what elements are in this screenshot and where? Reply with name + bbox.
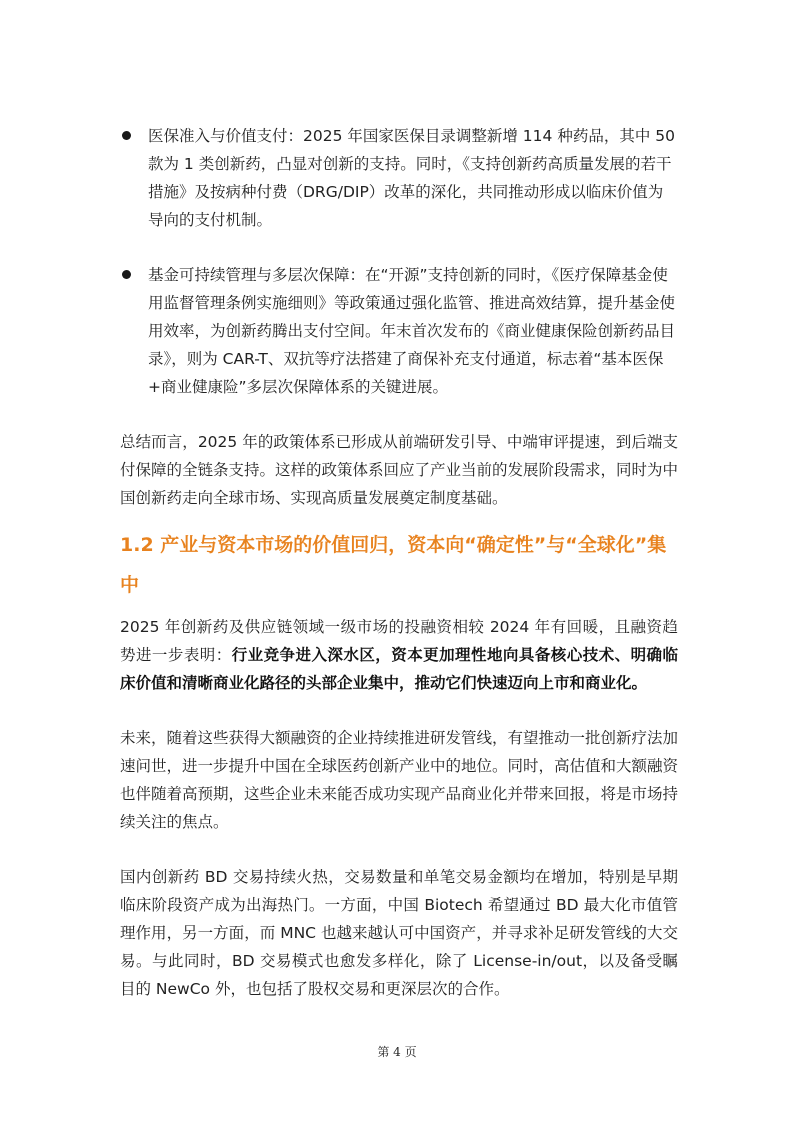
bullet-item-fund-management xyxy=(120,261,678,401)
summary-paragraph: 总结而言，2025 年的政策体系已形成从前端研发引导、中端审评提速，到后端支付保障的全链条支持。这样的政策体系回应了产业当前的发展阶段需求，同时为中国创新药走向全球市场、实现高质量发展奠定制度基础。 xyxy=(120,433,679,507)
bullet-text: 医保准入与价值支付：2025 年国家医保目录调整新增 114 种药品，其中 50 款为 1 类创新药，凸显对创新的支持。同时，《支持创新药高质量发展的若干措施》及按病种付费（DRG/DIP）改革的深化，共同推动形成以临床价值为导向的支付机制。 xyxy=(148,127,675,229)
financing-lead-text: 2025 年创新药及供应链领域一级市场的投融资相较 2024 年有回暖，且融资趋势进一步表明： xyxy=(120,618,678,664)
financing-bold-text: 行业竞争进入深水区，资本更加理性地向具备核心技术、明确临床价值和清晰商业化路径的头部企业集中，推动它们快速迈向上市和商业化。 xyxy=(120,646,678,692)
bullet-dot-icon xyxy=(122,270,131,279)
outlook-paragraph: 未来，随着这些获得大额融资的企业持续推进研发管线，有望推动一批创新疗法加速问世，进一步提升中国在全球医药创新产业中的地位。同时，高估值和大额融资也伴随着高预期，这些企业未来能否成功实现产品商业化并带来回报，将是市场持续关注的焦点。 xyxy=(120,729,679,831)
page-number: 第 4 页 xyxy=(377,1045,417,1059)
bullet-text: 基金可持续管理与多层次保障：在“开源”支持创新的同时，《医疗保障基金使用监督管理条例实施细则》等政策通过强化监管、推进高效结算，提升基金使用效率，为创新药腾出支付空间。年末首次发布的《商业健康保险创新药品目录》，则为 CAR-T、双抗等疗法搭建了商保补充支付通道，标志着“基本医保+商业健康险”多层次保障体系的关键进展。 xyxy=(148,266,676,396)
bullet-dot-icon xyxy=(122,131,131,140)
section-heading: 1.2 产业与资本市场的价值回归，资本向“确定性”与“全球化”集中 xyxy=(120,534,667,596)
financing-paragraph xyxy=(120,613,678,697)
bd-deals-paragraph: 国内创新药 BD 交易持续火热，交易数量和单笔交易金额均在增加，特别是早期临床阶段资产成为出海热门。一方面，中国 Biotech 希望通过 BD 最大化市值管理作用，另一方面，而 MNC 也越来越认可中国资产，并寻求补足研发管线的大交易。与此同时，BD 交易模式也愈发多样化，除了 License-in/out，以及备受瞩目的 NewCo 外，也包括了股权交易和更深层次的合作。 xyxy=(120,868,678,998)
page-content xyxy=(120,122,678,1030)
bullet-item-insurance-access xyxy=(120,122,678,234)
